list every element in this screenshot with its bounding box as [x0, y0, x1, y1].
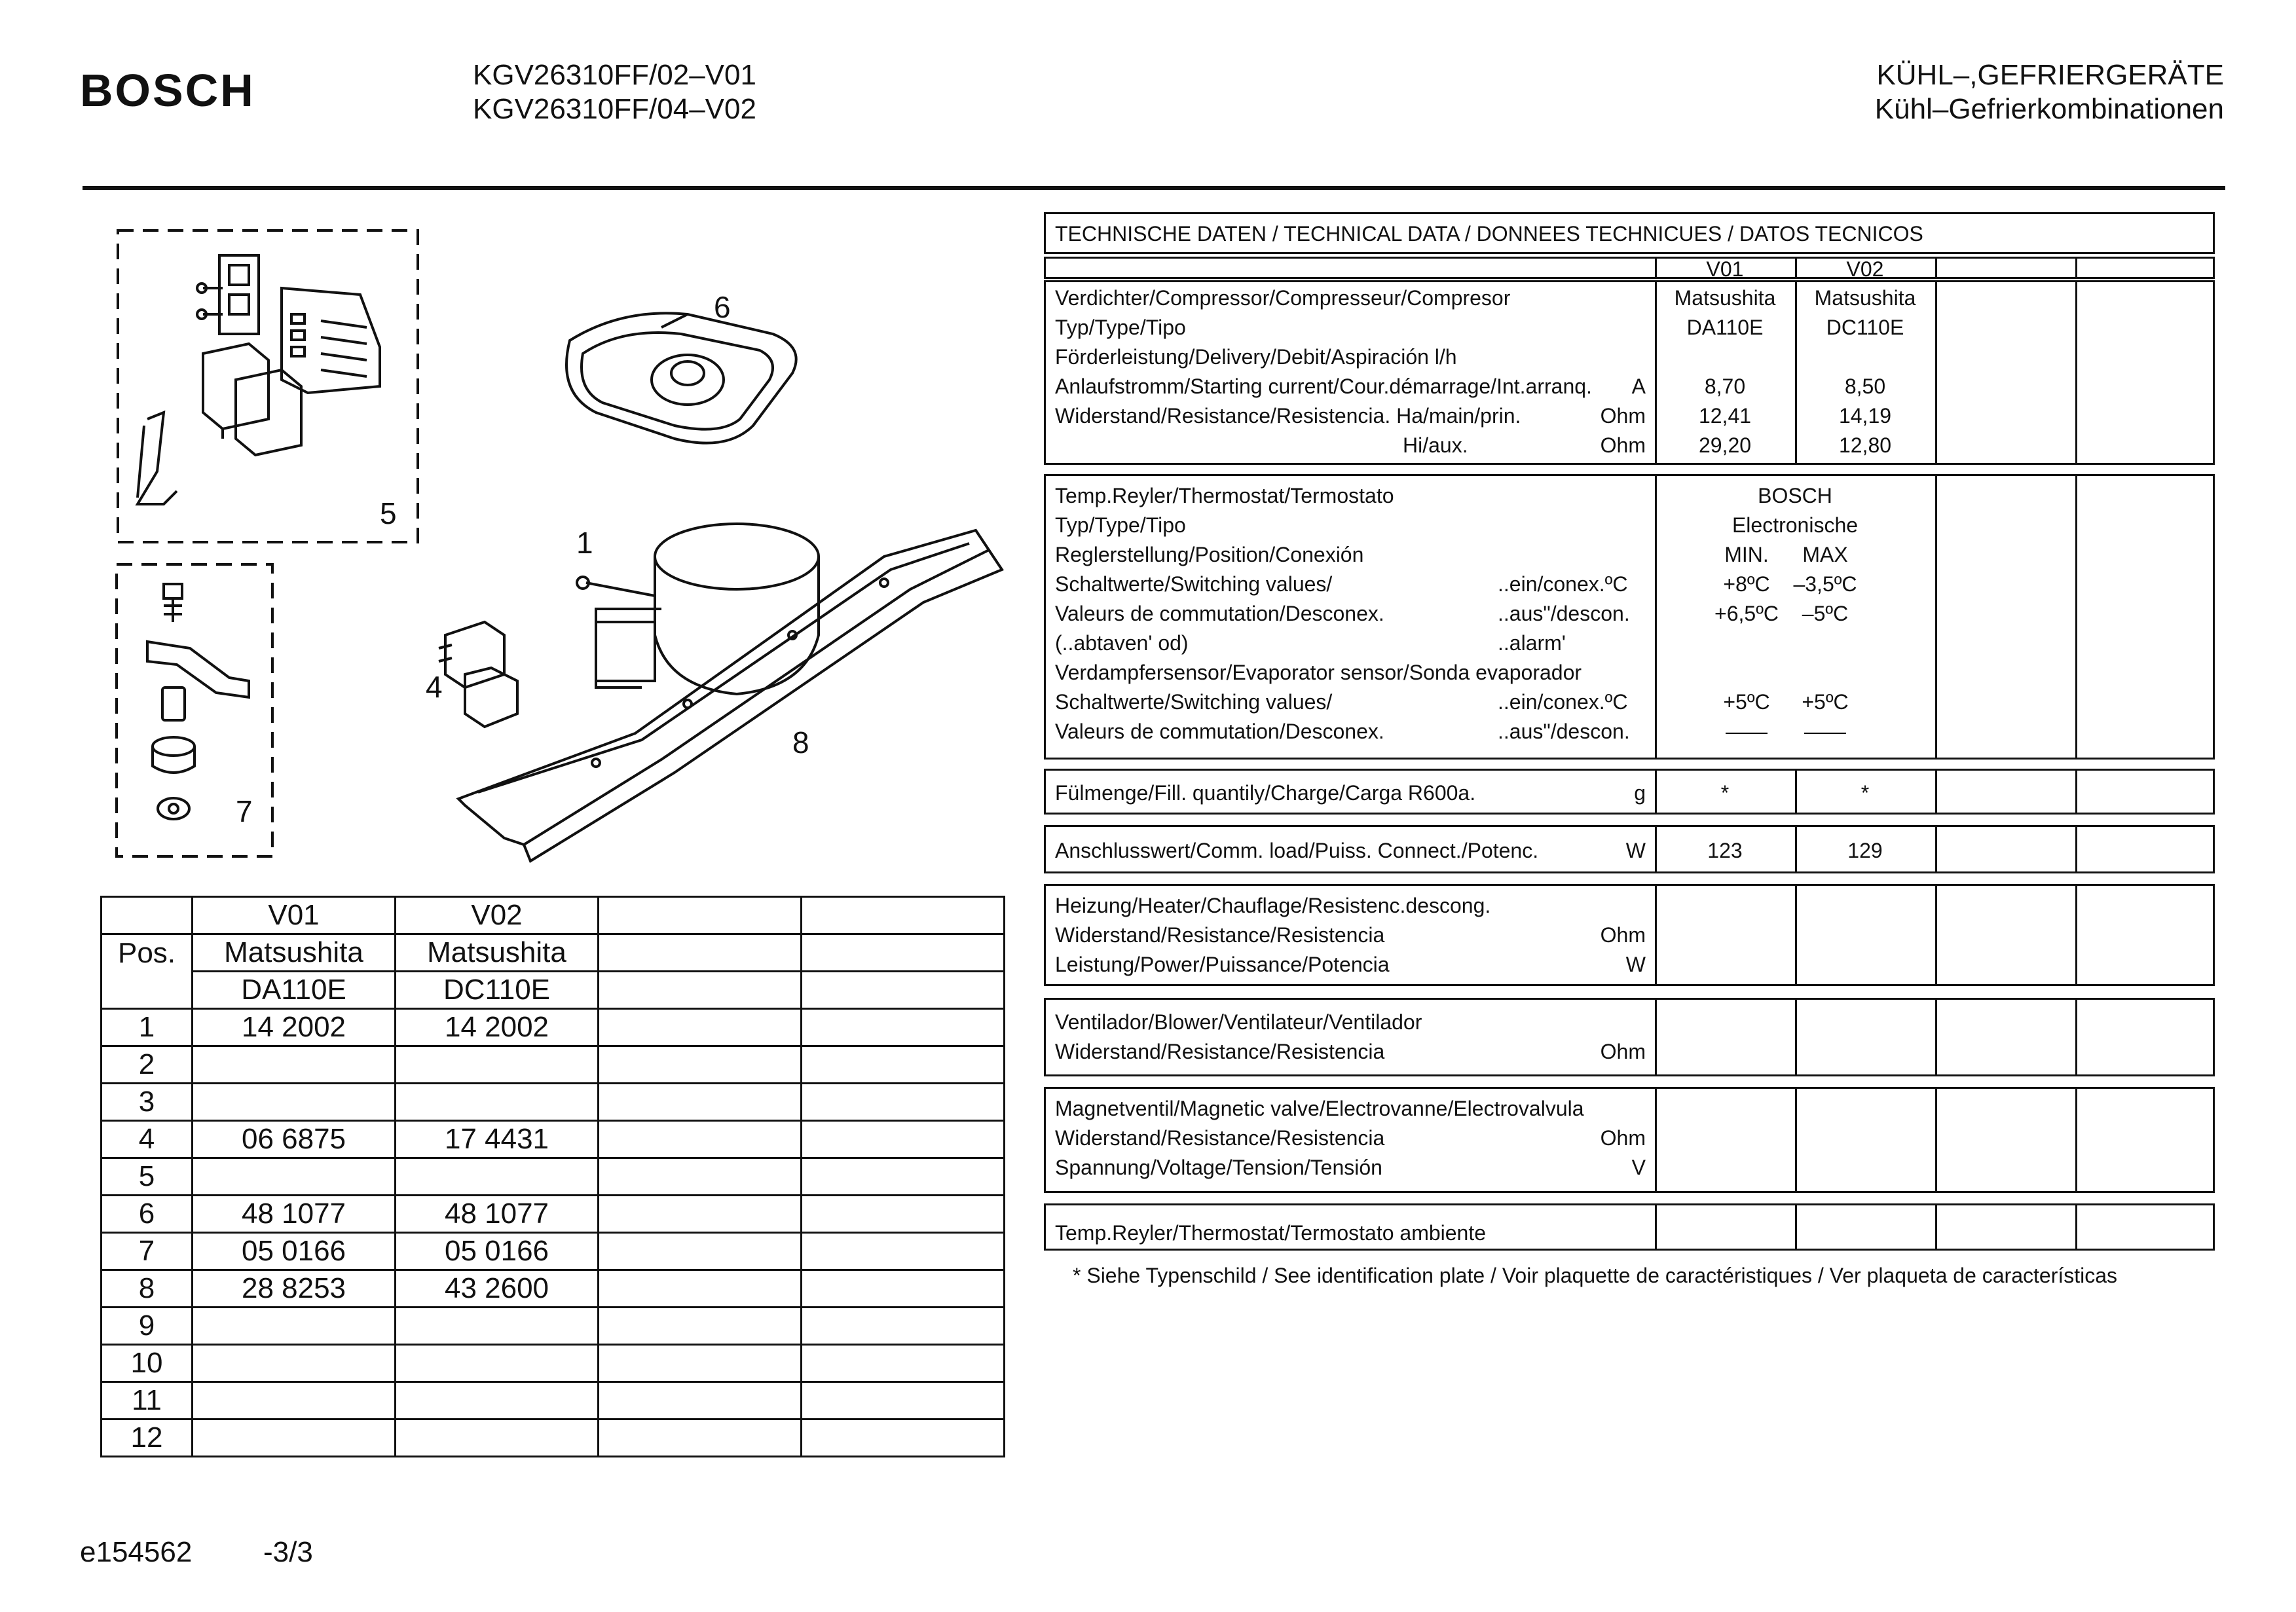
page-number: -3/3: [263, 1536, 313, 1568]
table-cell: [599, 1196, 802, 1233]
col-v01-header: V01: [193, 897, 396, 934]
row-v01-part: 06 6875: [193, 1121, 396, 1158]
col-v02-maker: Matsushita: [396, 934, 599, 972]
table-row: [102, 1420, 1005, 1457]
heater-power-unit: W: [1625, 953, 1646, 976]
row-v01-part: 48 1077: [193, 1196, 396, 1233]
heater-power-label: Leistung/Power/Puissance/Potencia: [1055, 953, 1390, 976]
retaining-clip-part: [138, 412, 177, 504]
resistance-aux-label: Hi/aux.: [1403, 433, 1468, 457]
blower-resistance-unit: Ohm: [1600, 1040, 1646, 1063]
row-pos: 4: [102, 1121, 193, 1158]
row-v01-part: [193, 1420, 396, 1457]
table-cell: [802, 1084, 1005, 1121]
starter-relay-part: [439, 622, 517, 727]
switching-on-label: Schaltwerte/Switching values/: [1055, 572, 1333, 596]
resistance-main-v01: 12,41: [1698, 404, 1752, 428]
heater-resistance-label: Widerstand/Resistance/Resistencia: [1055, 923, 1385, 947]
category-subtitle: Kühl–Gefrierkombinationen: [1874, 93, 2224, 125]
table-cell: [802, 1009, 1005, 1046]
header-rule: [83, 186, 2225, 190]
row-v02-part: [396, 1420, 599, 1457]
evap-switching-off-label: Valeurs de commutation/Desconex.: [1055, 720, 1384, 743]
row-pos: 1: [102, 1009, 193, 1046]
table-cell: [802, 1308, 1005, 1345]
compressor-base-tray-part: [566, 313, 796, 443]
connected-load-unit: W: [1625, 839, 1646, 862]
overload-protector-part: [203, 344, 301, 455]
row-pos: 9: [102, 1308, 193, 1345]
table-cell: [802, 1270, 1005, 1308]
thermostat-brand: BOSCH: [1758, 484, 1832, 507]
heater-label: Heizung/Heater/Chauflage/Resistenc.descong.: [1055, 894, 1491, 917]
switching-off-max: –5ºC: [1802, 602, 1849, 625]
valve-voltage-label: Spannung/Voltage/Tension/Tensión: [1055, 1156, 1382, 1179]
table-cell: [599, 1345, 802, 1382]
terminal-cover-part: [282, 288, 380, 393]
tech-version-header: [1044, 257, 2215, 279]
row-v01-part: 28 8253: [193, 1270, 396, 1308]
row-v01-part: [193, 1382, 396, 1420]
table-row: [102, 1046, 1005, 1084]
table-cell: [599, 1308, 802, 1345]
table-cell: [102, 972, 193, 1009]
position-max: MAX: [1802, 543, 1848, 566]
switching-off-sub: ..aus"/descon.: [1498, 602, 1630, 625]
type-v02: DC110E: [1826, 316, 1904, 339]
resistance-main-unit: Ohm: [1600, 404, 1646, 428]
evap-on-max: +5ºC: [1802, 690, 1849, 714]
table-row: [102, 1345, 1005, 1382]
callout-4: 4: [426, 670, 443, 704]
evap-on-min: +5ºC: [1723, 690, 1770, 714]
compressor-v02: Matsushita: [1814, 286, 1916, 310]
row-pos: 12: [102, 1420, 193, 1457]
pos-header: Pos.: [102, 934, 193, 972]
row-v01-part: [193, 1084, 396, 1121]
evap-switching-on-sub: ..ein/conex.ºC: [1498, 690, 1628, 714]
spacer-sleeve-part: [162, 687, 185, 720]
evap-switching-on-label: Schaltwerte/Switching values/: [1055, 690, 1333, 714]
row-pos: 11: [102, 1382, 193, 1420]
fill-quantity-block: [1044, 769, 2215, 815]
alarm-sub: ..alarm': [1498, 631, 1566, 655]
row-v02-part: [396, 1382, 599, 1420]
row-v01-part: [193, 1046, 396, 1084]
rubber-grommet-part: [153, 737, 194, 773]
row-v02-part: [396, 1158, 599, 1196]
fill-quantity-label: Fülmenge/Fill. quantily/Charge/Carga R600a.: [1055, 781, 1476, 805]
delivery-label: Förderleistung/Delivery/Debit/Aspiración l/h: [1055, 345, 1457, 369]
table-cell: [599, 934, 802, 972]
mounting-frame-part: [458, 530, 1002, 861]
row-v02-part: 43 2600: [396, 1270, 599, 1308]
row-pos: 2: [102, 1046, 193, 1084]
table-row: [102, 1009, 1005, 1046]
evaporator-sensor-label: Verdampfersensor/Evaporator sensor/Sonda evaporador: [1055, 661, 1582, 684]
type-label: Typ/Type/Tipo: [1055, 316, 1186, 339]
row-pos: 8: [102, 1270, 193, 1308]
table-cell: [599, 1121, 802, 1158]
table-row: [102, 1270, 1005, 1308]
table-cell: [802, 1420, 1005, 1457]
connected-load-label: Anschlusswert/Comm. load/Puiss. Connect./Potenc.: [1055, 839, 1539, 862]
table-row: [102, 1158, 1005, 1196]
row-pos: 6: [102, 1196, 193, 1233]
table-row: [102, 1233, 1005, 1270]
blower-block: [1044, 998, 2215, 1076]
col-v01-maker: Matsushita: [193, 934, 396, 972]
switching-on-min: +8ºC: [1723, 572, 1770, 596]
table-cell: [599, 1009, 802, 1046]
row-pos: 10: [102, 1345, 193, 1382]
relay-connector-part: [197, 255, 259, 334]
tech-col-v01: V01: [1706, 257, 1744, 281]
blower-label: Ventilador/Blower/Ventilateur/Ventilador: [1055, 1010, 1422, 1034]
row-v02-part: 05 0166: [396, 1233, 599, 1270]
table-row: [102, 1121, 1005, 1158]
ambient-thermostat-block: [1044, 1203, 2215, 1251]
table-cell: [802, 1121, 1005, 1158]
fixing-screw-part: [164, 584, 182, 622]
connected-load-v02: 129: [1847, 839, 1883, 862]
defrost-label: (..abtaven' od): [1055, 631, 1189, 655]
position-min: MIN.: [1724, 543, 1769, 566]
row-pos: 3: [102, 1084, 193, 1121]
table-cell: [599, 1084, 802, 1121]
table-cell: [599, 897, 802, 934]
resistance-main-label: Widerstand/Resistance/Resistencia. Ha/main/prin.: [1055, 404, 1521, 428]
table-cell: [802, 1158, 1005, 1196]
table-cell: [599, 972, 802, 1009]
table-cell: [599, 1270, 802, 1308]
table-cell: [802, 1233, 1005, 1270]
valve-resistance-unit: Ohm: [1600, 1126, 1646, 1150]
row-pos: 5: [102, 1158, 193, 1196]
identification-plate-note: * Siehe Typenschild / See identification plate / Voir plaquette de caractéristiques / Ver plaqueta de características: [1073, 1264, 2118, 1287]
valve-resistance-label: Widerstand/Resistance/Resistencia: [1055, 1126, 1385, 1150]
resistance-aux-v01: 29,20: [1698, 433, 1752, 457]
compressor-label: Verdichter/Compressor/Compresseur/Compresor: [1055, 286, 1511, 310]
compressor-block: [1044, 280, 2215, 465]
evap-off-min: ——: [1726, 720, 1768, 743]
resistance-aux-unit: Ohm: [1600, 433, 1646, 457]
compressor-v01: Matsushita: [1674, 286, 1776, 310]
heater-resistance-unit: Ohm: [1600, 923, 1646, 947]
type-v01: DA110E: [1686, 316, 1764, 339]
row-v02-part: 14 2002: [396, 1009, 599, 1046]
callout-6: 6: [714, 290, 731, 324]
table-cell: [802, 897, 1005, 934]
fill-quantity-v01: *: [1720, 781, 1730, 805]
table-cell: [802, 1046, 1005, 1084]
thermostat-type: Electronische: [1731, 513, 1859, 537]
tech-col-v02: V02: [1846, 257, 1884, 281]
row-v02-part: 17 4431: [396, 1121, 599, 1158]
switching-off-label: Valeurs de commutation/Desconex.: [1055, 602, 1384, 625]
tech-title-box: [1044, 212, 2215, 254]
valve-label: Magnetventil/Magnetic valve/Electrovanne/Electrovalvula: [1055, 1097, 1584, 1120]
table-header-row: [102, 934, 1005, 972]
table-cell: [802, 934, 1005, 972]
thermostat-type-label: Typ/Type/Tipo: [1055, 513, 1186, 537]
starting-current-v02: 8,50: [1844, 375, 1886, 398]
table-row: [102, 1196, 1005, 1233]
tech-title: TECHNISCHE DATEN / TECHNICAL DATA / DONNEES TECHNICUES / DATOS TECNICOS: [1055, 222, 1923, 246]
table-cell: [802, 1345, 1005, 1382]
starting-current-unit: A: [1631, 375, 1646, 398]
resistance-main-v02: 14,19: [1838, 404, 1892, 428]
fill-quantity-unit: g: [1634, 781, 1646, 805]
row-v02-part: [396, 1046, 599, 1084]
starting-current-v01: 8,70: [1704, 375, 1746, 398]
resistance-aux-v02: 12,80: [1838, 433, 1892, 457]
switching-on-max: –3,5ºC: [1793, 572, 1857, 596]
row-v02-part: [396, 1084, 599, 1121]
category-title: KÜHL–,GEFRIERGERÄTE: [1876, 59, 2224, 91]
col-v01-type: DA110E: [193, 972, 396, 1009]
table-cell: [802, 1382, 1005, 1420]
table-cell: [599, 1382, 802, 1420]
table-row: [102, 1382, 1005, 1420]
model-number-1: KGV26310FF/02–V01: [473, 59, 756, 91]
switching-on-sub: ..ein/conex.ºC: [1498, 572, 1628, 596]
table-header-row: [102, 897, 1005, 934]
callout-8: 8: [792, 725, 809, 760]
thermostat-block: [1044, 474, 2215, 760]
row-v01-part: 14 2002: [193, 1009, 396, 1046]
evap-off-max: ——: [1804, 720, 1846, 743]
valve-voltage-unit: V: [1631, 1156, 1646, 1179]
table-row: [102, 1308, 1005, 1345]
callout-7: 7: [236, 794, 253, 828]
row-v01-part: [193, 1345, 396, 1382]
row-pos: 7: [102, 1233, 193, 1270]
document-id: e154562: [80, 1536, 193, 1568]
row-v01-part: 05 0166: [193, 1233, 396, 1270]
parts-exploded-diagram: [98, 216, 1015, 871]
row-v02-part: [396, 1345, 599, 1382]
callout-1: 1: [576, 526, 593, 560]
table-cell: [599, 1420, 802, 1457]
thermostat-label: Temp.Reyler/Thermostat/Termostato: [1055, 484, 1394, 507]
fill-quantity-v02: *: [1861, 781, 1870, 805]
table-cell: [599, 1233, 802, 1270]
parts-number-table: [100, 896, 1005, 1457]
model-number-2: KGV26310FF/04–V02: [473, 93, 756, 125]
ambient-thermostat-label: Temp.Reyler/Thermostat/Termostato ambiente: [1055, 1221, 1487, 1245]
table-cell: [599, 1046, 802, 1084]
table-cell: [102, 897, 193, 934]
table-cell: [802, 1196, 1005, 1233]
position-label: Reglerstellung/Position/Conexión: [1055, 543, 1364, 566]
table-row: [102, 1084, 1005, 1121]
table-cell: [599, 1158, 802, 1196]
nut-part: [158, 798, 189, 819]
magnetic-valve-block: [1044, 1087, 2215, 1193]
table-header-row: [102, 972, 1005, 1009]
heater-block: [1044, 884, 2215, 986]
connected-load-block: [1044, 825, 2215, 873]
evap-switching-off-sub: ..aus"/descon.: [1498, 720, 1630, 743]
row-v02-part: 48 1077: [396, 1196, 599, 1233]
col-v02-type: DC110E: [396, 972, 599, 1009]
connected-load-v01: 123: [1707, 839, 1743, 862]
table-cell: [802, 972, 1005, 1009]
switching-off-min: +6,5ºC: [1714, 602, 1779, 625]
blower-resistance-label: Widerstand/Resistance/Resistencia: [1055, 1040, 1385, 1063]
compressor-part: [577, 524, 819, 694]
row-v01-part: [193, 1158, 396, 1196]
brand-logo: BOSCH: [80, 65, 255, 116]
starting-current-label: Anlaufstromm/Starting current/Cour.démarrage/Int.arranq.: [1055, 375, 1592, 398]
col-v02-header: V02: [396, 897, 599, 934]
callout-5: 5: [380, 496, 397, 530]
row-v02-part: [396, 1308, 599, 1345]
row-v01-part: [193, 1308, 396, 1345]
